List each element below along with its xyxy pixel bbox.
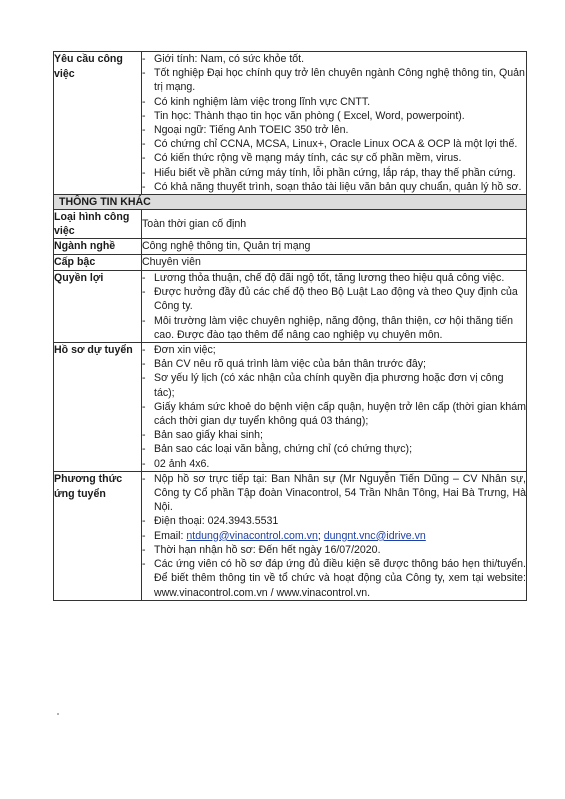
list-item: - Môi trường làm việc chuyên nghiệp, năng động, thân thiện, cơ hội thăng tiến cao. Được đào tạo thêm để nâng cao nghiệp vụ chuyên môn. <box>142 314 514 341</box>
benefits-label: Quyền lợi <box>54 271 142 343</box>
list-item: - Có kiến thức rộng về mạng máy tính, các sự cố phần mềm, virus. <box>142 152 462 165</box>
list-item: - Giới tính: Nam, có sức khỏe tốt. <box>142 53 305 65</box>
email-link-secondary[interactable]: dungnt.vnc@idrive.vn <box>323 529 426 542</box>
level-row <box>54 255 527 271</box>
list-item: - Điện thoại: 024.3943.5531 <box>142 515 279 528</box>
list-item: - Có kinh nghiệm làm việc trong lĩnh vực CNTT. <box>142 95 371 108</box>
industry-value: Công nghệ thông tin, Quản trị mạng <box>142 239 527 255</box>
list-item: - Giấy khám sức khoẻ do bệnh viện cấp quận, huyện trở lên cấp (thời gian khám cách thời gian dự tuyển không quá 03 tháng); <box>142 400 526 428</box>
apply-notice: Các ứng viên có hồ sơ đáp ứng đủ điều kiện sẽ được thông báo hẹn thi/tuyển. Để biết thêm thông tin về tổ chức và hoạt động của Công ty, xem tại website: www.vinacontrol.com.vn / www.vinacontrol.vn. <box>154 558 526 599</box>
job-info-table <box>53 51 527 601</box>
list-item: - 02 ảnh 4x6. <box>142 457 210 470</box>
job-type-row <box>54 210 527 239</box>
requirements-label: Yêu cầu công việc <box>54 52 142 195</box>
list-item: - Bản sao giấy khai sinh; <box>142 429 263 442</box>
list-item: - Lương thỏa thuận, chế độ đãi ngộ tốt, tăng lương theo hiệu quả công việc. <box>142 272 505 285</box>
list-item: - Sơ yếu lý lịch (có xác nhận của chính quyền địa phương hoặc đơn vị công tác); <box>142 372 504 399</box>
list-item: - Có khả năng thuyết trình, soạn thảo tài liệu văn bản quy chuẩn, quản lý hồ sơ. <box>142 180 522 193</box>
level-value: Chuyên viên <box>142 255 527 271</box>
industry-label: Ngành nghề <box>54 239 142 255</box>
list-item: - Ngoại ngữ: Tiếng Anh TOEIC 350 trở lên. <box>142 124 349 137</box>
level-label: Cấp bậc <box>54 255 142 271</box>
list-item: - Bản sao các loại văn bằng, chứng chỉ (có chứng thực); <box>142 443 413 456</box>
list-item: - Bản CV nêu rõ quá trình làm việc của bản thân trước đây; <box>142 358 426 371</box>
benefits-list <box>142 271 527 343</box>
apply-list <box>142 471 527 600</box>
job-type-label: Loại hình công việc <box>54 210 142 239</box>
list-item: - Được hưởng đầy đủ các chế độ theo Bộ Luật Lao động và theo Quy định của Công ty. <box>142 286 518 313</box>
requirements-list <box>142 52 527 195</box>
email-link-primary[interactable]: ntdung@vinacontrol.com.vn <box>186 529 318 542</box>
apply-deadline: Thời hạn nhận hồ sơ: Đến hết ngày 16/07/2020. <box>154 543 381 556</box>
list-item: - Thời hạn nhận hồ sơ: Đến hết ngày 16/07/2020. <box>142 543 381 556</box>
scan-speck <box>57 713 59 715</box>
list-item: - Email: ntdung@vinacontrol.com.vn; dungnt.vnc@idrive.vn <box>142 529 426 542</box>
apply-address: Nộp hồ sơ trực tiếp tại: Ban Nhân sự (Mr Nguyễn Tiến Dũng – CV Nhân sự, Công ty Cổ phần Tập đoàn Vinacontrol, 54 Trần Nhân Tông, Hai Bà Trưng, Hà Nội. <box>154 472 526 514</box>
apply-phone: Điện thoại: 024.3943.5531 <box>154 515 279 528</box>
apply-row <box>54 471 527 600</box>
documents-row <box>54 343 527 472</box>
section-title: THÔNG TIN KHÁC <box>54 195 527 210</box>
apply-label: Phương thức ứng tuyển <box>54 471 142 600</box>
list-item: - Các ứng viên có hồ sơ đáp ứng đủ điều kiện sẽ được thông báo hẹn thi/tuyển. Để biết thêm thông tin về tổ chức và hoạt động của Công ty, xem tại website: www.vinacontrol.com.vn / www.vinacontrol.vn. <box>142 558 526 599</box>
list-item: - Tốt nghiệp Đại học chính quy trở lên chuyên ngành Công nghệ thông tin, Quản trị mạng. <box>142 67 525 94</box>
list-item: - Nộp hồ sơ trực tiếp tại: Ban Nhân sự (Mr Nguyễn Tiến Dũng – CV Nhân sự, Công ty Cổ phần Tập đoàn Vinacontrol, 54 Trần Nhân Tông, Hai Bà Trưng, Hà Nội. <box>142 472 526 514</box>
documents-label: Hồ sơ dự tuyển <box>54 343 142 472</box>
industry-row <box>54 239 527 255</box>
list-item: - Tin học: Thành thạo tin học văn phòng ( Excel, Word, powerpoint). <box>142 109 465 122</box>
benefits-row <box>54 271 527 343</box>
list-item: - Đơn xin việc; <box>142 344 216 357</box>
requirements-row <box>54 52 527 195</box>
section-header-row <box>54 195 527 210</box>
job-type-value: Toàn thời gian cố định <box>142 210 527 239</box>
list-item: - Có chứng chỉ CCNA, MCSA, Linux+, Oracle Linux OCA & OCP là một lợi thế. <box>142 138 518 151</box>
documents-list <box>142 343 527 472</box>
list-item: - Hiểu biết về phần cứng máy tính, lỗi phần cứng, lắp ráp, thay thế phần cứng. <box>142 166 516 179</box>
